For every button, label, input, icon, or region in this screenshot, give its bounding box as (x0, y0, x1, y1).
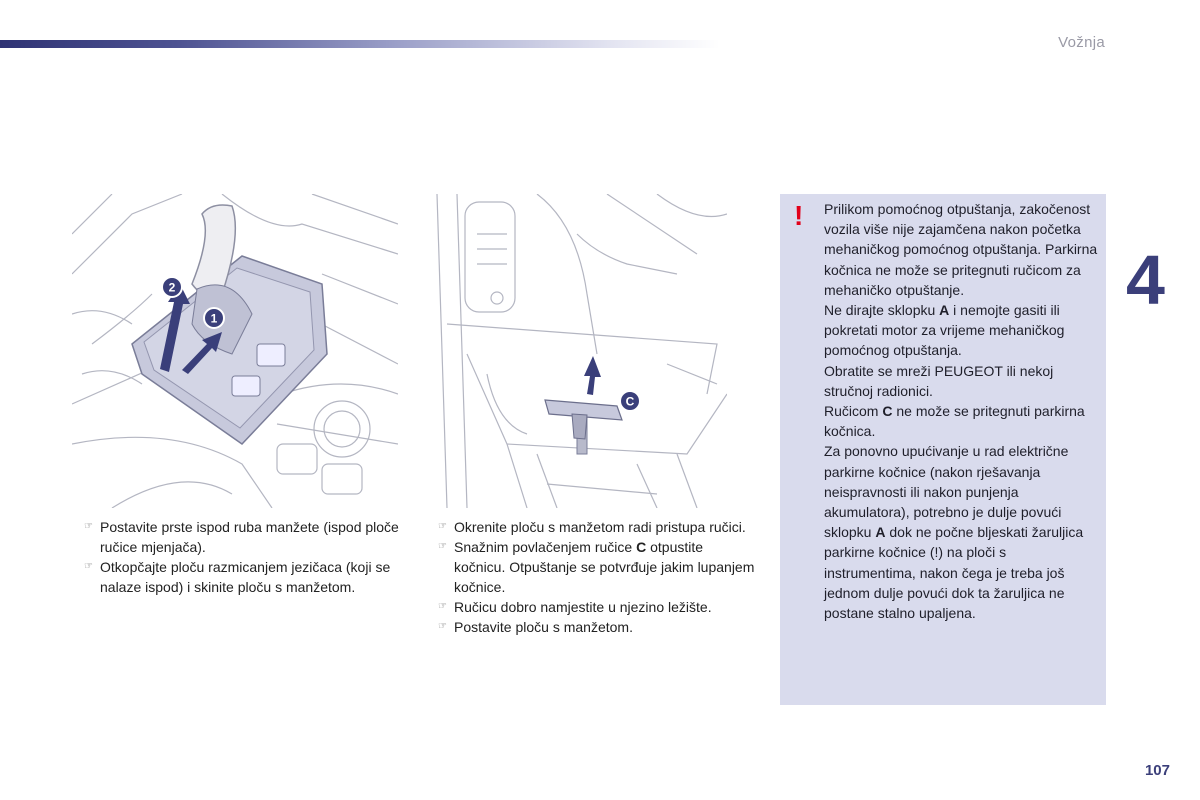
warning-bold: A (939, 302, 950, 319)
warning-paragraph (824, 401, 1100, 441)
pointer-icon: ☞ (84, 521, 93, 532)
list-item (72, 517, 402, 557)
warning-paragraph (824, 441, 1100, 623)
callout-1-label: 1 (210, 311, 218, 326)
list-item (426, 537, 756, 597)
pointer-icon: ☞ (438, 541, 447, 552)
gear-lever-drawing (72, 194, 398, 508)
release-handle-drawing (427, 194, 727, 508)
warning-paragraph: Obratite se mreži PEUGEOT ili nekoj stručnoj radionici. (824, 362, 1054, 399)
pointer-icon: ☞ (438, 621, 447, 632)
pointer-icon: ☞ (438, 521, 447, 532)
chapter-number: 4 (1126, 241, 1165, 319)
callout-2-label: 2 (168, 280, 176, 295)
list-item-text: Otkopčajte ploču razmicanjem jezičaca (koji se nalaze ispod) i skinite ploču s manžetom. (100, 559, 391, 595)
warning-text-span: Za ponovno upućivanje u rad električne parkirne kočnice (nakon rješavanja neispravnosti ili nakon punjenja akumulatora), potrebno je dulje povući sklopku (824, 443, 1069, 541)
list-item-text-after: otpustite kočnicu. Otpuštanje se potvrđuje jakim lupanjem kočnice. (454, 539, 755, 595)
list-item-text: Ručicu dobro namjestite u njezino ležište. (454, 599, 712, 615)
warning-bold: A (875, 524, 886, 541)
list-item (426, 517, 756, 537)
warning-box (780, 194, 1106, 705)
warning-text-span: Ručicom (824, 403, 883, 420)
warning-bold: C (882, 403, 893, 420)
list-item-text: Postavite ploču s manžetom. (454, 619, 633, 635)
list-item-bold: C (636, 539, 647, 555)
warning-text-span: Ne dirajte sklopku (824, 302, 940, 319)
warning-paragraph (824, 300, 1100, 361)
list-item (426, 617, 756, 637)
pointer-icon: ☞ (438, 601, 447, 612)
list-item-text: Postavite prste ispod ruba manžete (ispod ploče ručice mjenjača). (100, 519, 399, 555)
list-item-text: Snažnim povlačenjem ručice (454, 539, 637, 555)
header-band (0, 40, 720, 48)
left-instructions (72, 517, 402, 597)
page-number: 107 (1144, 762, 1170, 779)
warning-paragraph: Prilikom pomoćnog otpuštanja, zakočenost vozila više nije zajamčena nakon početka mehaničkog pomoćnog otpuštanja. Parkirna kočnica ne može se pritegnuti ručicom za mehaničko otpuštanje. (824, 201, 1098, 298)
gear-lever-illustration (72, 194, 398, 508)
list-item (426, 597, 756, 617)
list-item-text: Okrenite ploču s manžetom radi pristupa ručici. (454, 519, 746, 535)
callout-C-label: C (625, 394, 635, 409)
warning-text-span: ne može se pritegnuti parkirna kočnica. (824, 403, 1085, 440)
warning-text (824, 199, 1100, 623)
list-item (72, 557, 402, 597)
release-handle-illustration (427, 194, 727, 508)
pointer-icon: ☞ (84, 561, 93, 572)
warning-text-span: dok ne počne bljeskati žaruljica parkirne kočnice (!) na ploči s instrumentima, nakon čega je treba još jednom dulje povući dok ta žaruljica ne postane stalno upaljena. (824, 524, 1084, 622)
warning-text-span: i nemojte gasiti ili pokretati motor za vrijeme mehaničkog pomoćnog otpuštanja. (824, 302, 1065, 359)
middle-instructions (426, 517, 756, 637)
chapter-title: Vožnja (1058, 34, 1105, 51)
warning-icon: ! (794, 200, 804, 231)
